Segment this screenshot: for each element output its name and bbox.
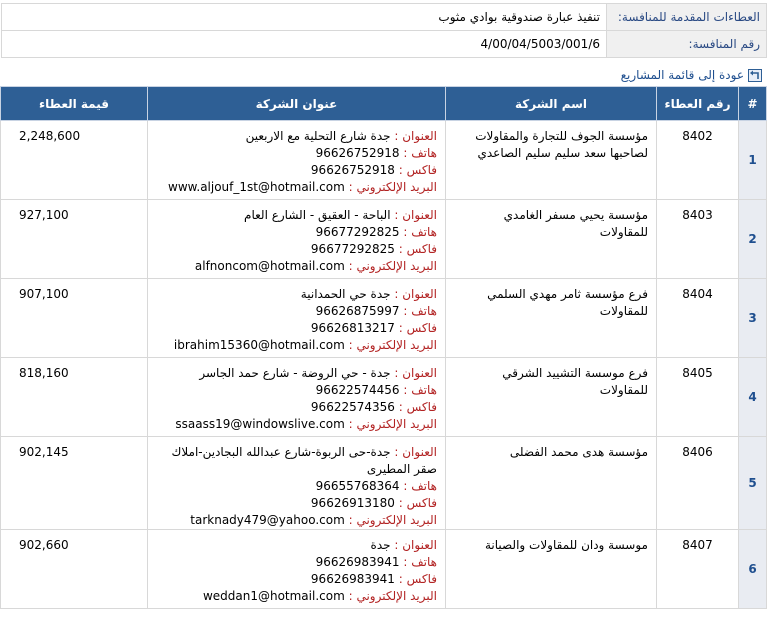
row-index[interactable]: 4 (739, 358, 767, 437)
phone-key: هاتف : (403, 555, 437, 569)
fax-key: فاكس : (398, 496, 437, 510)
fax-line (156, 571, 437, 588)
phone-line (156, 478, 437, 495)
page (0, 3, 768, 609)
phone-line (156, 303, 437, 320)
company-name: مؤسسة يحيي مسفر الغامدي للمقاولات (446, 200, 657, 279)
bid-number: 8405 (657, 358, 739, 437)
row-index[interactable]: 3 (739, 279, 767, 358)
address-key: العنوان : (394, 366, 437, 380)
fax-value: 96677292825 (310, 242, 395, 256)
company-address (148, 200, 446, 279)
bid-value: 907,100 (1, 279, 148, 358)
phone-key: هاتف : (403, 304, 437, 318)
email-line (156, 179, 437, 196)
address-key: العنوان : (394, 129, 437, 143)
address-value: الباحة - العقيق - الشارع العام (244, 208, 391, 222)
bids-table (0, 86, 767, 609)
fax-line (156, 162, 437, 179)
tender-value: تنفيذ عبارة صندوقية بوادي مثوب (2, 4, 607, 31)
address-key: العنوان : (394, 445, 437, 459)
table-row (1, 121, 767, 200)
fax-line (156, 495, 437, 512)
email-key: البريد الإلكتروني : (348, 338, 437, 352)
fax-key: فاكس : (398, 321, 437, 335)
address-line (156, 207, 437, 224)
email-line (156, 258, 437, 275)
address-value: جدة (370, 538, 391, 552)
bid-number: 8402 (657, 121, 739, 200)
table-row (1, 358, 767, 437)
email-line (156, 337, 437, 354)
company-name: مؤسسة الجوف للتجارة والمقاولات لصاحبها سعد سليم سليم الصاعدي (446, 121, 657, 200)
bid-number: 8406 (657, 437, 739, 530)
fax-value: 96626913180 (310, 496, 395, 510)
email-line (156, 512, 437, 529)
bid-number: 8403 (657, 200, 739, 279)
fax-value: 96622574356 (310, 400, 395, 414)
back-to-projects-link[interactable] (0, 58, 768, 86)
address-value: جدة-حى الربوة-شارع عبدالله البجادين-املاك صقر المطيرى (171, 445, 437, 476)
fax-line (156, 241, 437, 258)
bid-value: 2,248,600 (1, 121, 148, 200)
phone-value: 96626875997 (315, 304, 400, 318)
email-value: ssaass19@windowslive.com (175, 417, 345, 431)
phone-key: هاتف : (403, 225, 437, 239)
row-index[interactable]: 5 (739, 437, 767, 530)
company-address (148, 358, 446, 437)
tender-label: العطاءات المقدمة للمنافسة: (607, 4, 767, 31)
email-key: البريد الإلكتروني : (348, 513, 437, 527)
company-address (148, 279, 446, 358)
phone-line (156, 145, 437, 162)
phone-value: 96622574456 (315, 383, 400, 397)
email-key: البريد الإلكتروني : (348, 180, 437, 194)
col-address: عنوان الشركة (148, 87, 446, 121)
email-value: weddan1@hotmail.com (202, 589, 345, 603)
table-row (1, 279, 767, 358)
address-line (156, 286, 437, 303)
email-key: البريد الإلكتروني : (348, 259, 437, 273)
fax-line (156, 320, 437, 337)
col-value: قيمة العطاء (1, 87, 148, 121)
col-index: # (739, 87, 767, 121)
phone-value: 96626752918 (315, 146, 400, 160)
email-line (156, 416, 437, 433)
address-key: العنوان : (394, 287, 437, 301)
address-line (156, 537, 437, 554)
address-line (156, 444, 437, 478)
col-bid-number: رقم العطاء (657, 87, 739, 121)
fax-key: فاكس : (398, 572, 437, 586)
email-value: ibrahim15360@hotmail.com (173, 338, 345, 352)
phone-line (156, 554, 437, 571)
company-address (148, 530, 446, 609)
email-key: البريد الإلكتروني : (348, 589, 437, 603)
phone-line (156, 224, 437, 241)
company-name: فرع مؤسسة ثامر مهدي السلمي للمقاولات (446, 279, 657, 358)
fax-line (156, 399, 437, 416)
row-index[interactable]: 1 (739, 121, 767, 200)
bid-number: 8404 (657, 279, 739, 358)
table-header-row (1, 87, 767, 121)
fax-value: 96626752918 (310, 163, 395, 177)
address-line (156, 128, 437, 145)
email-value: www.aljouf_1st@hotmail.com (168, 180, 345, 194)
bid-value: 902,145 (1, 437, 148, 530)
phone-key: هاتف : (403, 383, 437, 397)
phone-key: هاتف : (403, 146, 437, 160)
table-row (1, 530, 767, 609)
tender-number-label: رقم المنافسة: (607, 31, 767, 58)
row-index[interactable]: 2 (739, 200, 767, 279)
email-key: البريد الإلكتروني : (348, 417, 437, 431)
email-value: tarknady479@yahoo.com (190, 513, 345, 527)
fax-key: فاكس : (398, 163, 437, 177)
tender-number-value: 4/00/04/5003/001/6 (2, 31, 607, 58)
bid-number: 8407 (657, 530, 739, 609)
email-line (156, 588, 437, 605)
address-key: العنوان : (394, 538, 437, 552)
address-value: جدة - حي الروضة - شارع حمد الجاسر (199, 366, 391, 380)
col-company: اسم الشركة (446, 87, 657, 121)
bid-value: 927,100 (1, 200, 148, 279)
bid-value: 818,160 (1, 358, 148, 437)
table-row (1, 437, 767, 530)
address-line (156, 365, 437, 382)
phone-value: 96655768364 (315, 479, 400, 493)
fax-key: فاكس : (398, 242, 437, 256)
company-address (148, 437, 446, 530)
company-address (148, 121, 446, 200)
row-index[interactable]: 6 (739, 530, 767, 609)
company-name: مؤسسة هدى محمد الفضلى (446, 437, 657, 530)
phone-line (156, 382, 437, 399)
company-name: فرع موسسة التشييد الشرقي للمقاولات (446, 358, 657, 437)
email-value: alfnoncom@hotmail.com (194, 259, 345, 273)
back-arrow-icon[interactable] (748, 69, 762, 82)
fax-value: 96626983941 (310, 572, 395, 586)
phone-value: 96626983941 (315, 555, 400, 569)
phone-key: هاتف : (403, 479, 437, 493)
back-link-text[interactable]: عودة إلى قائمة المشاريع (620, 68, 744, 82)
fax-value: 96626813217 (310, 321, 395, 335)
bid-value: 902,660 (1, 530, 148, 609)
company-name: موسسة ودان للمقاولات والصيانة (446, 530, 657, 609)
address-value: جدة شارع التحلية مع الاربعين (245, 129, 391, 143)
table-row (1, 200, 767, 279)
phone-value: 96677292825 (315, 225, 400, 239)
tender-info (1, 3, 767, 58)
address-value: جدة حي الحمدانية (300, 287, 391, 301)
address-key: العنوان : (394, 208, 437, 222)
fax-key: فاكس : (398, 400, 437, 414)
